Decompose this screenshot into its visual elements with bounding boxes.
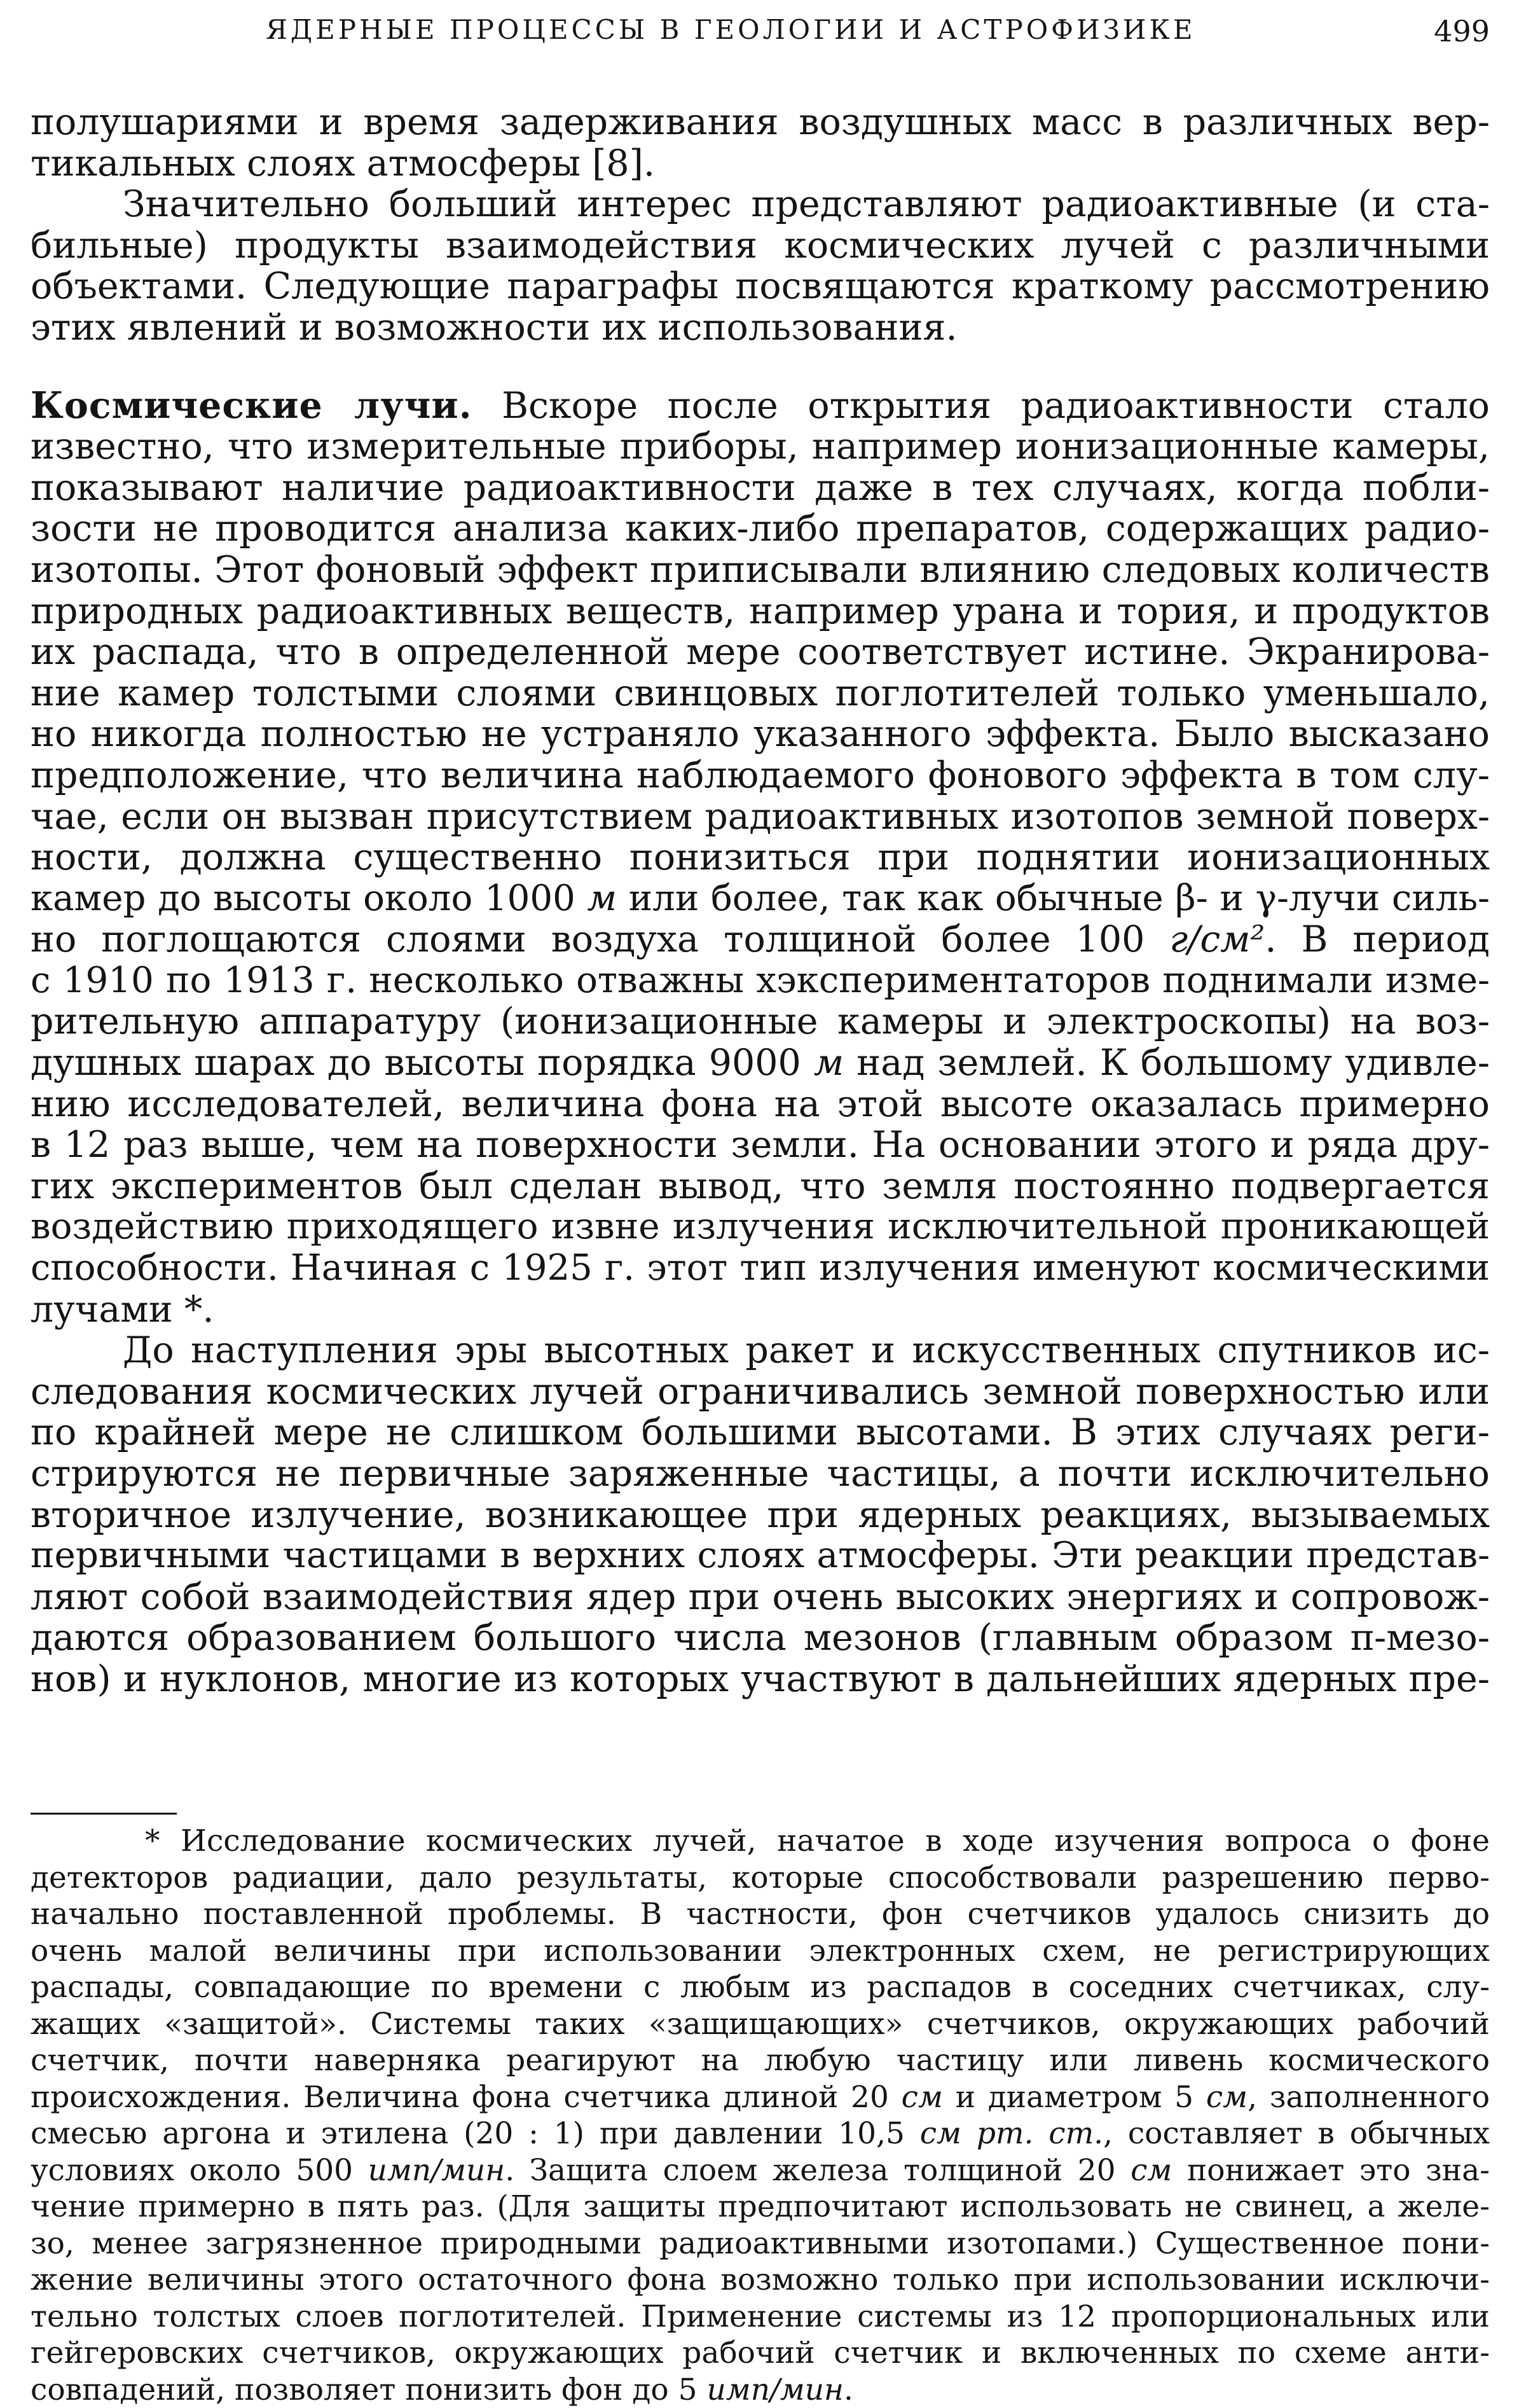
text-line: очень малой величины при использовании электронных схем, не регистрирующих bbox=[31, 1933, 1490, 1970]
text-span: . В период bbox=[1265, 918, 1490, 960]
page-header bbox=[31, 14, 1490, 52]
text-span: , заполненного bbox=[1248, 2080, 1490, 2115]
text-line: тикальных слоях атмосферы [8]. bbox=[31, 143, 1490, 184]
text-line: До наступления эры высотных ракет и искусственных спутников ис- bbox=[31, 1330, 1490, 1371]
text-line: жение величины этого остаточного фона возможно только при использовании исключи- bbox=[31, 2262, 1490, 2299]
text-line: стрируются не первичные заряженные частицы, а почти исключительно bbox=[31, 1453, 1490, 1495]
unit-label: г/см² bbox=[1169, 918, 1265, 960]
text-span: над землей. К большому удивле- bbox=[844, 1042, 1490, 1084]
unit-label: имп/мин bbox=[706, 2372, 844, 2407]
main-text bbox=[31, 102, 1490, 1700]
text-line: зости не проводится анализа каких-либо препаратов, содержащих радио- bbox=[31, 508, 1490, 550]
text-span: и диаметром 5 bbox=[943, 2080, 1206, 2115]
paragraph-interest bbox=[31, 184, 1490, 348]
text-line: чае, если он вызван присутствием радиоактивных изотопов земной поверх- bbox=[31, 796, 1490, 838]
text-line: этих явлений и возможности их использования. bbox=[31, 307, 1490, 349]
text-line bbox=[31, 2372, 1490, 2408]
text-line: гейгеровских счетчиков, окружающих рабочий счетчик и включенных по схеме анти- bbox=[31, 2335, 1490, 2372]
text-span: смесью аргона и этилена (20 : 1) при давлении 10,5 bbox=[31, 2116, 920, 2151]
text-line bbox=[31, 2115, 1490, 2152]
running-head: ЯДЕРНЫЕ ПРОЦЕССЫ В ГЕОЛОГИИ И АСТРОФИЗИКЕ bbox=[266, 14, 1196, 45]
text-line: предположение, что величина наблюдаемого фонового эффекта в том слу- bbox=[31, 755, 1490, 796]
paragraph-continuation bbox=[31, 102, 1490, 184]
text-line bbox=[31, 878, 1490, 920]
page-number: 499 bbox=[1434, 14, 1490, 48]
text-line bbox=[31, 1042, 1490, 1084]
text-line: гих экспериментов был сделан вывод, что земля постоянно подвергается bbox=[31, 1166, 1490, 1207]
text-span: происхождения. Величина фона счетчика длиной 20 bbox=[31, 2080, 902, 2115]
unit-label: имп/мин bbox=[368, 2153, 505, 2188]
text-line: известно, что измерительные приборы, например ионизационные камеры, bbox=[31, 426, 1490, 467]
text-line: полушариями и время задерживания воздушных масс в различных вер- bbox=[31, 102, 1490, 143]
text-span: совпадений, позволяет понизить фон до 5 bbox=[31, 2372, 706, 2407]
text-line bbox=[31, 385, 1490, 427]
text-line: нию исследователей, величина фона на этой высоте оказалась примерно bbox=[31, 1084, 1490, 1125]
section-gap bbox=[31, 349, 1490, 385]
unit-label: см bbox=[902, 2080, 943, 2115]
text-line: ности, должна существенно понизиться при поднятии ионизационных bbox=[31, 837, 1490, 878]
text-line: ние камер толстыми слоями свинцовых поглотителей только уменьшало, bbox=[31, 673, 1490, 714]
text-line: с 1910 по 1913 г. несколько отважны хэкспериментаторов поднимали изме- bbox=[31, 960, 1490, 1002]
text-line: ляют собой взаимодействия ядер при очень высоких энергиях и сопровож- bbox=[31, 1577, 1490, 1618]
section-heading: Космические лучи. bbox=[31, 384, 472, 427]
text-line: воздействию приходящего извне излучения исключительной проникающей bbox=[31, 1207, 1490, 1248]
text-line: детекторов радиации, дало результаты, которые способствовали разрешению перво- bbox=[31, 1860, 1490, 1897]
unit-label: см bbox=[1131, 2153, 1172, 2188]
text-line: Значительно больший интерес представляют радиоактивные (и ста- bbox=[31, 184, 1490, 225]
text-line: вторичное излучение, возникающее при ядерных реакциях, вызываемых bbox=[31, 1495, 1490, 1536]
text-line: по крайней мере не слишком большими высотами. В этих случаях реги- bbox=[31, 1412, 1490, 1453]
unit-label: м bbox=[814, 1042, 844, 1084]
text-line bbox=[31, 2152, 1490, 2189]
text-line: следования космических лучей ограничивались земной поверхностью или bbox=[31, 1371, 1490, 1413]
text-line: * Исследование космических лучей, начатое в ходе изучения вопроса о фоне bbox=[31, 1823, 1490, 1860]
text-line: их распада, что в определенной мере соответствует истине. Экранирова- bbox=[31, 632, 1490, 673]
unit-label: см bbox=[1206, 2080, 1248, 2115]
text-line: распады, совпадающие по времени с любым из распадов в соседних счетчиках, слу- bbox=[31, 1969, 1490, 2006]
text-line: рительную аппаратуру (ионизационные камеры и электроскопы) на воз- bbox=[31, 1001, 1490, 1042]
text-span: . Защита слоем железа толщиной 20 bbox=[505, 2153, 1131, 2188]
text-line: жащих «защитой». Системы таких «защищающих» счетчиков, окружающих рабочий bbox=[31, 2006, 1490, 2043]
unit-label: см рт. ст. bbox=[920, 2116, 1103, 2151]
text-line: в 12 раз выше, чем на поверхности земли. На основании этого и ряда дру- bbox=[31, 1124, 1490, 1166]
paragraph-rockets bbox=[31, 1330, 1490, 1699]
book-page bbox=[31, 0, 1490, 2395]
text-line: начально поставленной проблемы. В частности, фон счетчиков удалось снизить до bbox=[31, 1896, 1490, 1933]
text-line bbox=[31, 2079, 1490, 2116]
text-line: даются образованием большого числа мезонов (главным образом π-мезо- bbox=[31, 1617, 1490, 1659]
text-span: . bbox=[844, 2372, 853, 2407]
text-line: способности. Начиная с 1925 г. этот тип излучения именуют космическими bbox=[31, 1248, 1490, 1289]
footnote-divider bbox=[31, 1813, 177, 1815]
text-line bbox=[31, 919, 1490, 960]
text-line: изотопы. Этот фоновый эффект приписывали влиянию следовых количеств bbox=[31, 550, 1490, 591]
text-line: показывают наличие радиоактивности даже в тех случаях, когда побли- bbox=[31, 467, 1490, 509]
text-line: тельно толстых слоев поглотителей. Применение системы из 12 пропорциональных или bbox=[31, 2299, 1490, 2335]
text-line: но никогда полностью не устраняло указанного эффекта. Было высказано bbox=[31, 714, 1490, 755]
text-span: Вскоре после открытия радиоактивности стало bbox=[472, 385, 1490, 427]
text-line: нов) и нуклонов, многие из которых участвуют в дальнейших ядерных пре- bbox=[31, 1659, 1490, 1700]
text-span: или более, так как обычные β- и γ-лучи силь- bbox=[617, 878, 1490, 919]
text-line: лучами *. bbox=[31, 1289, 1490, 1331]
section-cosmic-rays bbox=[31, 385, 1490, 1331]
text-span: камер до высоты около 1000 bbox=[31, 878, 588, 919]
text-line: бильные) продукты взаимодействия космических лучей с различными bbox=[31, 225, 1490, 266]
text-line: зо, менее загрязненное природными радиоактивными изотопами.) Существенное пони- bbox=[31, 2225, 1490, 2262]
text-line: первичными частицами в верхних слоях атмосферы. Эти реакции представ- bbox=[31, 1535, 1490, 1577]
text-line: объектами. Следующие параграфы посвящаются краткому рассмотрению bbox=[31, 266, 1490, 307]
text-line: чение примерно в пять раз. (Для защиты предпочитают использовать не свинец, а желе- bbox=[31, 2189, 1490, 2225]
text-span: душных шарах до высоты порядка 9000 bbox=[31, 1042, 814, 1084]
text-span: понижает это зна- bbox=[1172, 2153, 1490, 2188]
text-span: условиях около 500 bbox=[31, 2153, 368, 2188]
text-span: , составляет в обычных bbox=[1103, 2116, 1490, 2151]
unit-label: м bbox=[588, 878, 617, 919]
text-span: но поглощаются слоями воздуха толщиной более 100 bbox=[31, 918, 1169, 960]
text-line: природных радиоактивных веществ, например урана и тория, и продуктов bbox=[31, 591, 1490, 632]
footnote bbox=[31, 1823, 1490, 2408]
text-line: счетчик, почти наверняка реагируют на любую частицу или ливень космического bbox=[31, 2042, 1490, 2079]
